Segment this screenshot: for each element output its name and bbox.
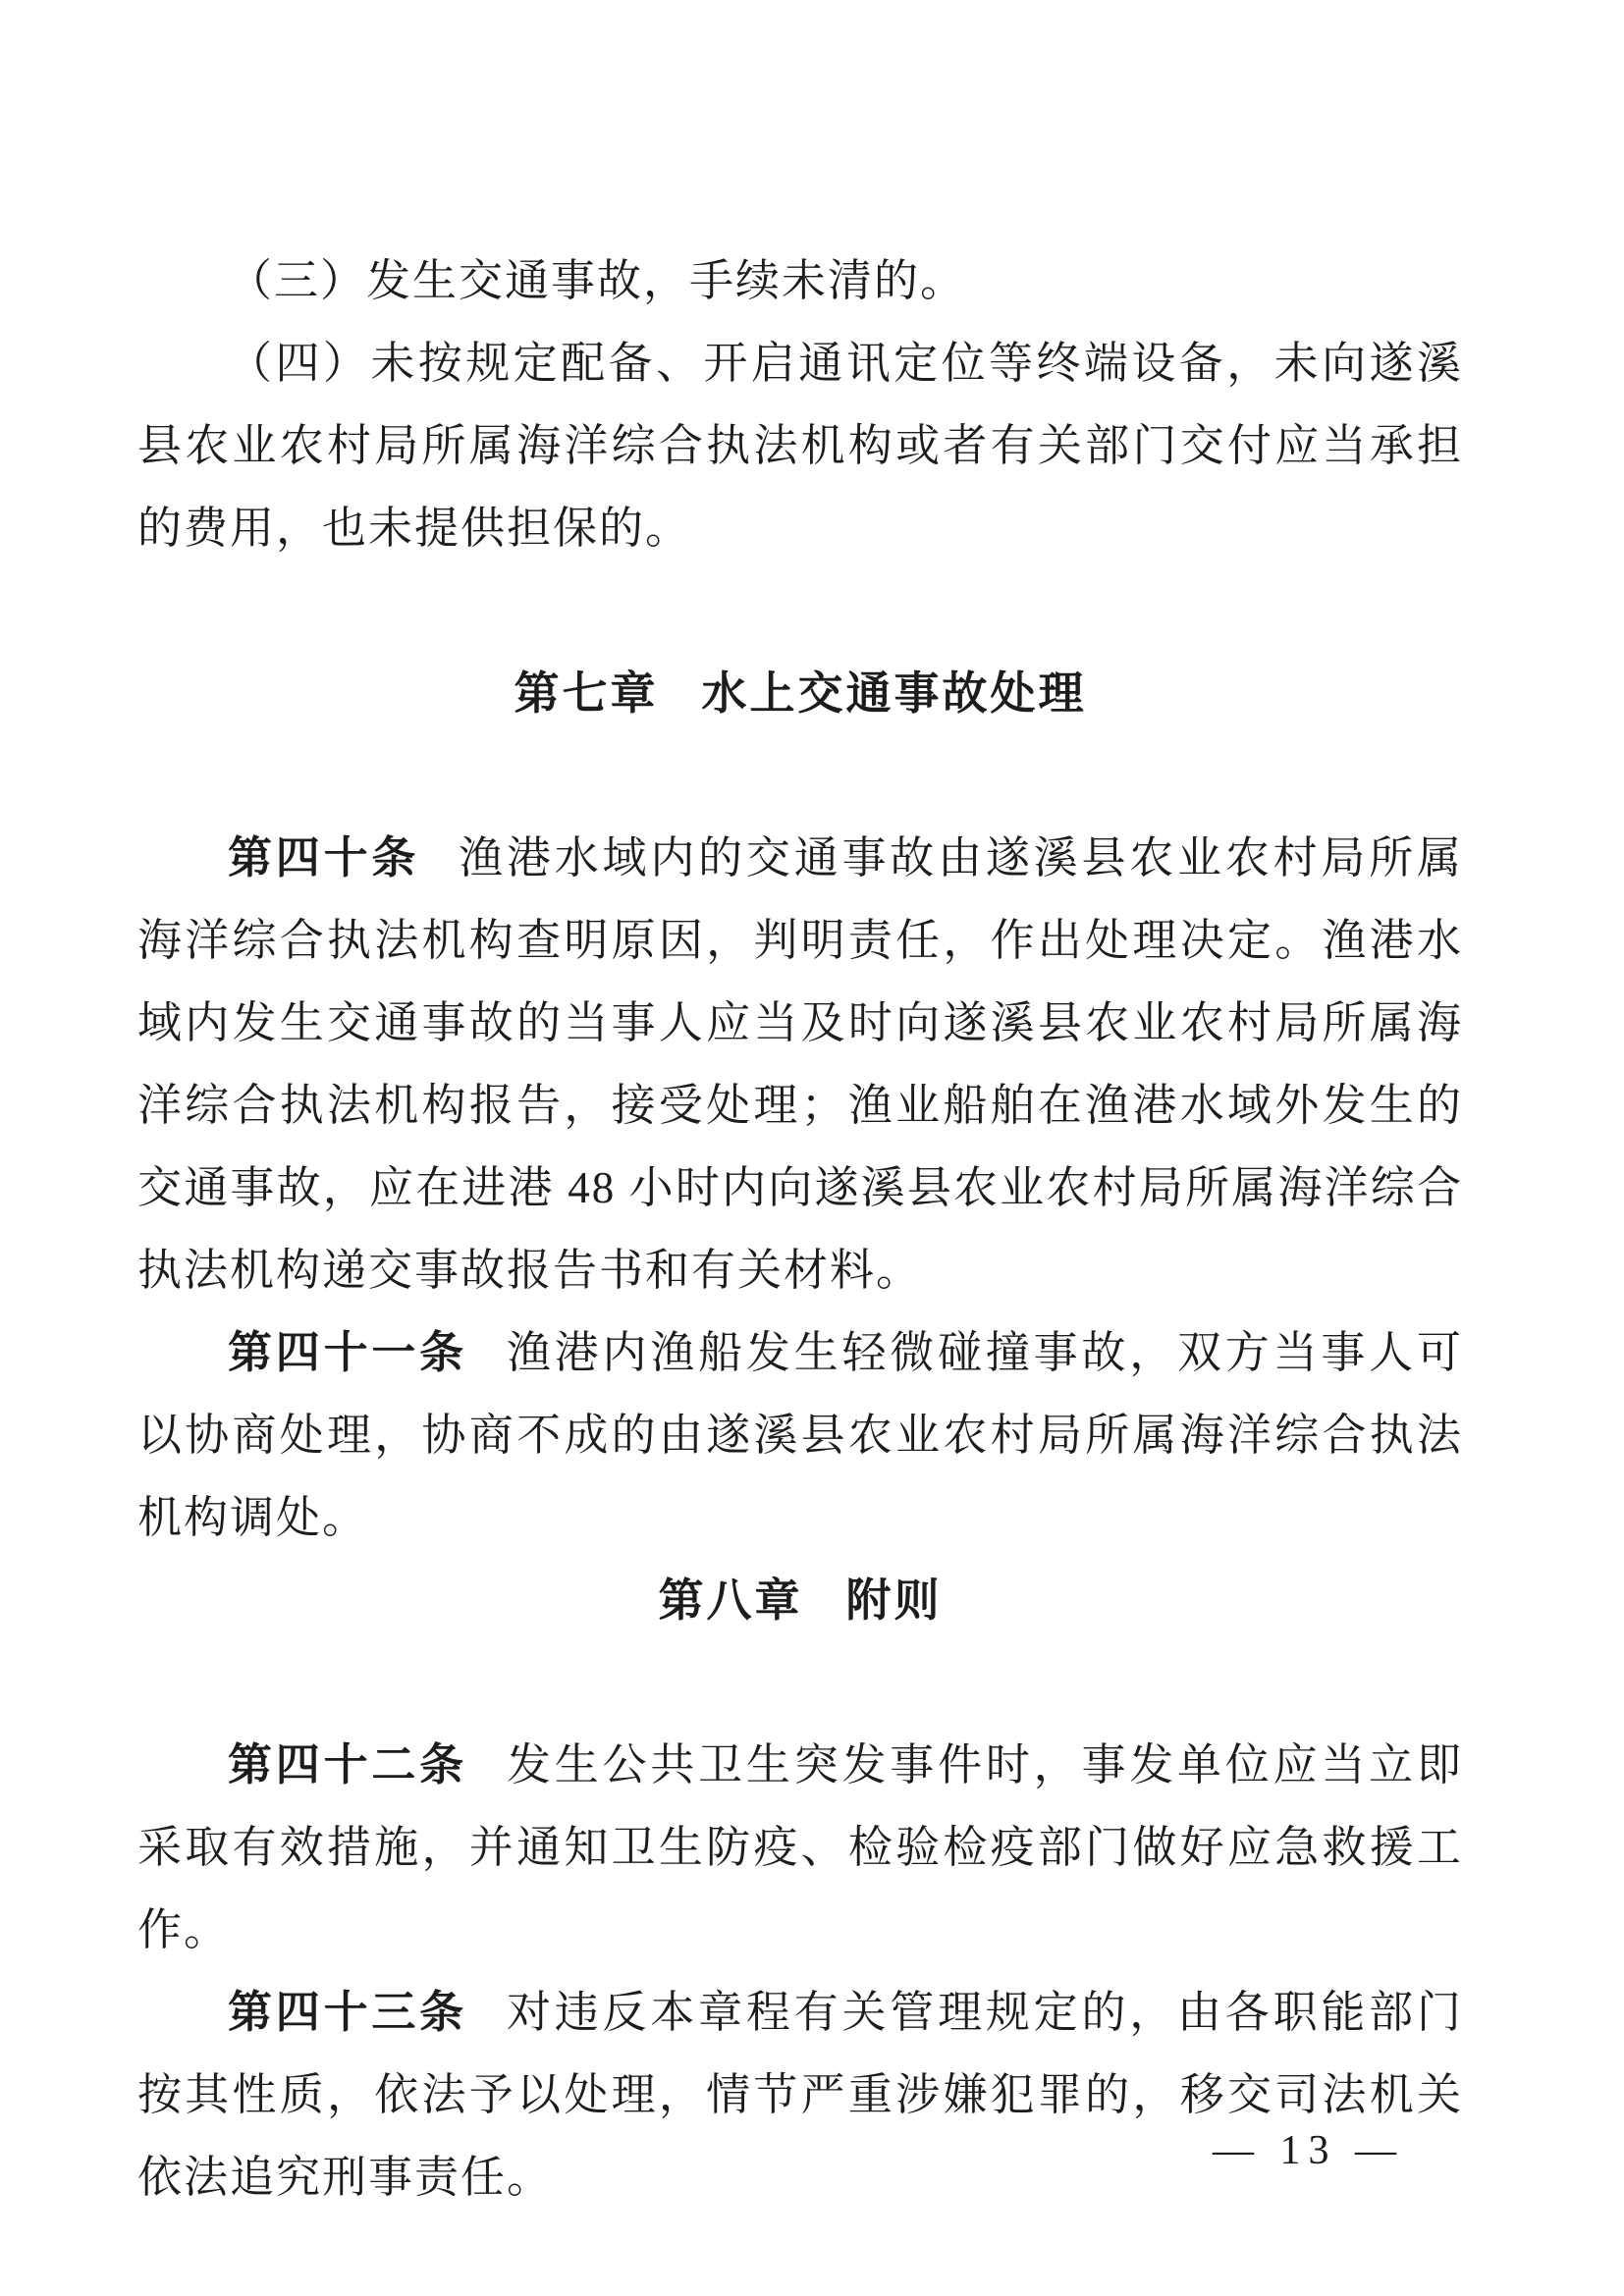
article-42: [137, 1724, 1463, 1971]
article-42-text: 发生公共卫生突发事件时，事发单位应当立即采取有效措施，并通知卫生防疫、检验检疫部门做好应急救援工作。: [137, 1740, 1463, 1954]
article-43-text: 对违反本章程有关管理规定的，由各职能部门按其性质，依法予以处理，情节严重涉嫌犯罪的，移交司法机关依法追究刑事责任。: [137, 1988, 1463, 2202]
chapter-7-title: 水上交通事故处理: [701, 667, 1087, 719]
clause-item-3: （三）发生交通事故，手续未清的。: [228, 256, 967, 305]
article-40-label: 第四十条: [228, 832, 420, 882]
chapter-7-heading: [137, 652, 1463, 734]
article-40-text: 渔港水域内的交通事故由遂溪县农业农村局所属海洋综合执法机构查明原因，判明责任，作出处理决定。渔港水域内发生交通事故的当事人应当及时向遂溪县农业农村局所属海洋综合执法机构报告，接受处理；渔业船舶在渔港水域外发生的交通事故，应在进港 48 小时内向遂溪县农业农村局所属海洋综合执法机构递交事故报告书和有关材料。: [137, 833, 1463, 1295]
clause-item-4: （四）未按规定配备、开启通讯定位等终端设备，未向遂溪县农业农村局所属海洋综合执法机构或者有关部门交付应当承担的费用，也未提供担保的。: [137, 339, 1463, 553]
page-number: — 13 —: [1213, 2128, 1404, 2173]
article-43-label: 第四十三条: [228, 1987, 467, 2037]
chapter-8-title: 附则: [845, 1575, 943, 1626]
article-41-text: 渔港内渔船发生轻微碰撞事故，双方当事人可以协商处理，协商不成的由遂溪县农业农村局所属海洋综合执法机构调处。: [137, 1328, 1463, 1542]
chapter-8-number: 第八章: [658, 1575, 803, 1626]
article-41: [137, 1311, 1463, 1559]
article-42-label: 第四十二条: [228, 1739, 467, 1789]
chapter-8-heading: [137, 1559, 1463, 1641]
article-41-label: 第四十一条: [228, 1327, 467, 1377]
article-43: [137, 1971, 1463, 2218]
article-40: [137, 817, 1463, 1311]
chapter-7-number: 第七章: [514, 667, 659, 719]
